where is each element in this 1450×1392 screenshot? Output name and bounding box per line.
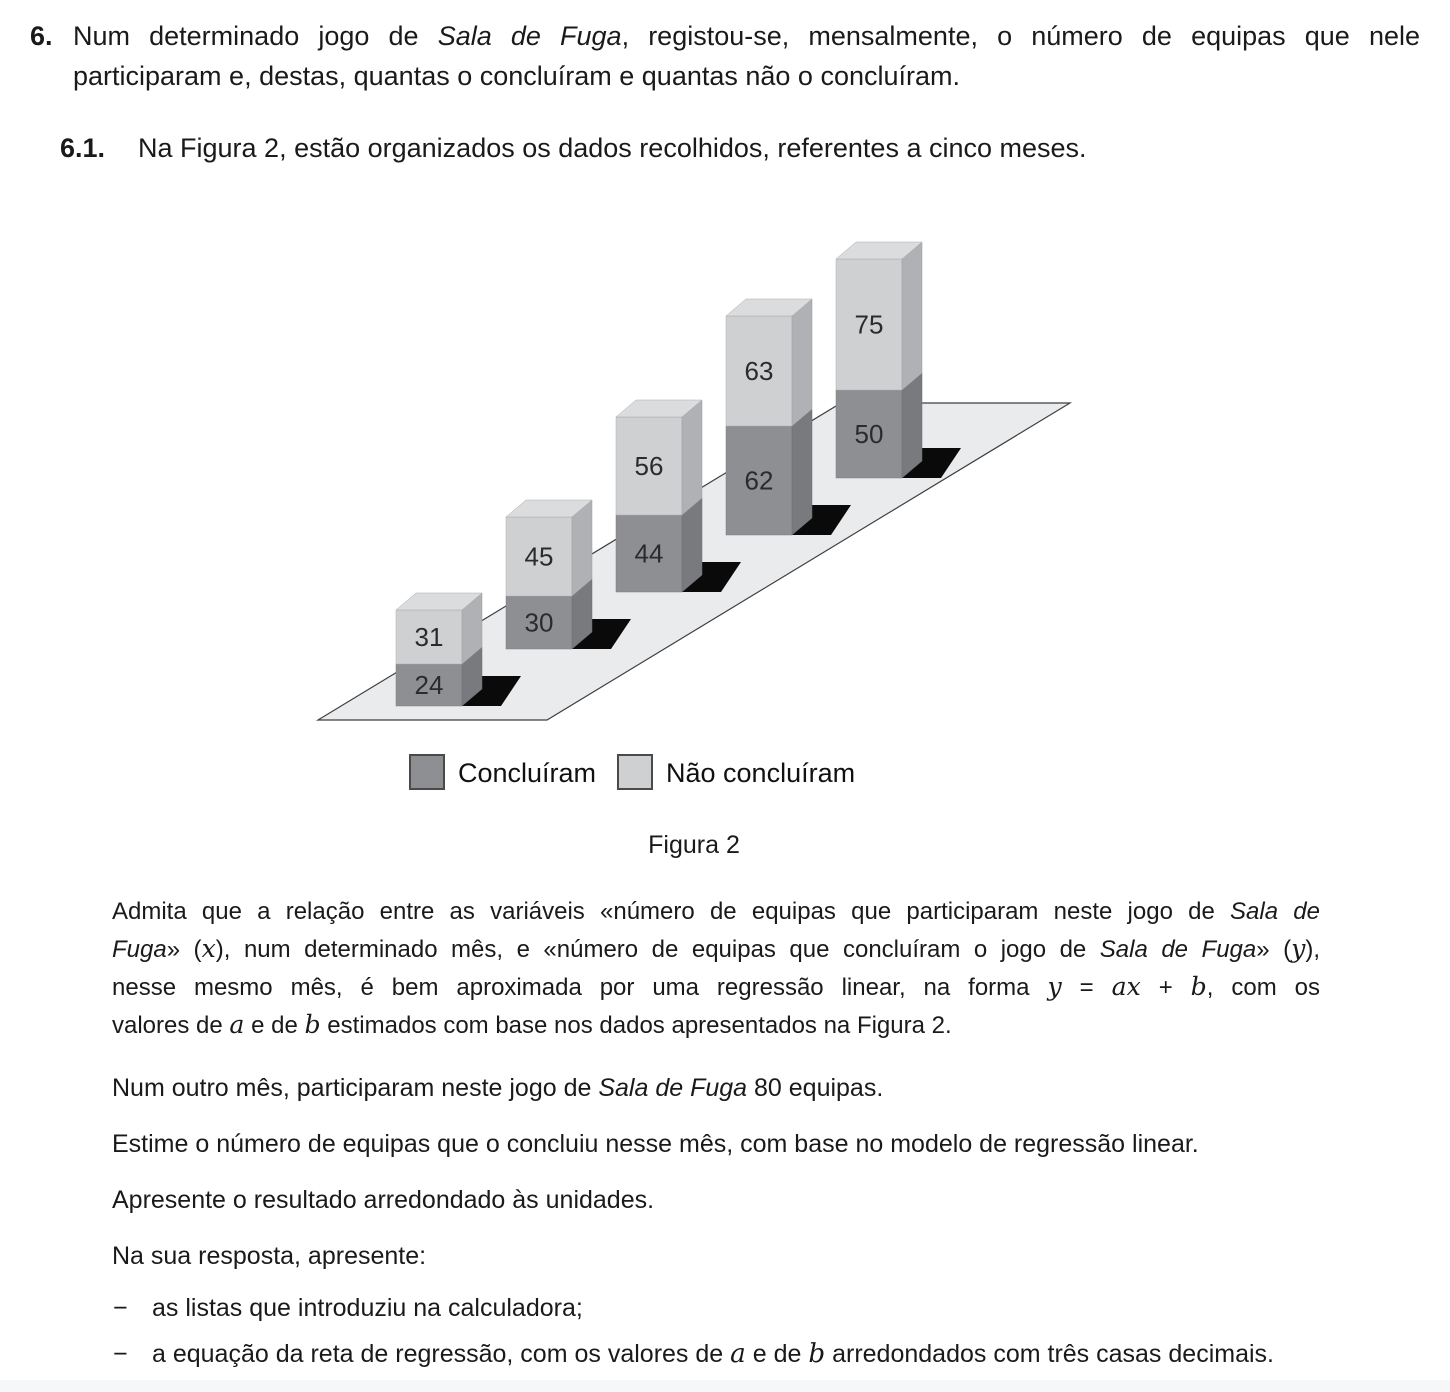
- text-line: Num determinado jogo de Sala de Fuga, registou-se, mensalmente, o número de equipas que nele: [73, 21, 1420, 51]
- text-line: Na sua resposta, apresente:: [112, 1242, 427, 1270]
- text-line: participaram e, destas, quantas o concluíram e quantas não o concluíram.: [73, 61, 960, 91]
- question-6-1-text: Na Figura 2, estão organizados os dados recolhidos, referentes a cinco meses.: [138, 133, 1087, 163]
- legend-label-nao-concluiram: Não concluíram: [666, 758, 856, 788]
- text-line: Num outro mês, participaram neste jogo de Sala de Fuga 80 equipas.: [112, 1074, 884, 1102]
- text-line: nesse mesmo mês, é bem aproximada por uma regressão linear, na forma y = ax + b, com os: [112, 972, 1321, 1001]
- paragraph-answer-requirements: [112, 1238, 1322, 1275]
- legend-label-concluiram: Concluíram: [458, 758, 597, 788]
- bar-label-concluiram-3: 44: [634, 538, 664, 569]
- bar-label-concluiram-1: 24: [414, 670, 444, 700]
- figure-2-chart: [0, 230, 1450, 810]
- bar-label-concluiram-4: 62: [744, 465, 774, 496]
- bar-label-nao-concluiram-4: 63: [744, 356, 774, 386]
- bar-label-concluiram-5: 50: [854, 419, 884, 449]
- text-line: Fuga» (x), num determinado mês, e «número de equipas que concluíram o jogo de Sala de Fuga» (y),: [112, 934, 1321, 963]
- bullet-dash: −: [113, 1294, 128, 1322]
- bar-label-nao-concluiram-1: 31: [414, 622, 444, 652]
- question-6-number: 6.: [30, 21, 53, 51]
- text-line: as listas que introduziu na calculadora;: [152, 1294, 583, 1322]
- bar-segment-concluiram-side-4: [792, 409, 812, 535]
- paragraph-estimate: [112, 1126, 1322, 1163]
- figure-caption: Figura 2: [648, 831, 740, 859]
- bar-segment-concluiram-side-5: [902, 373, 922, 478]
- bar-label-nao-concluiram-2: 45: [524, 541, 554, 572]
- bar-segment-nao-concluiram-side-5: [902, 242, 922, 390]
- paragraph-other-month: [112, 1070, 1322, 1107]
- page-bottom-strip: [0, 1380, 1450, 1392]
- bar-segment-nao-concluiram-side-3: [682, 400, 702, 515]
- bar-label-nao-concluiram-5: 75: [854, 309, 884, 340]
- bar-label-concluiram-2: 30: [524, 607, 554, 638]
- question-6-1-number: 6.1.: [60, 133, 106, 163]
- bar-segment-nao-concluiram-side-4: [792, 299, 812, 426]
- bullet-dash: −: [113, 1340, 128, 1368]
- legend-swatch-nao-concluiram: [618, 755, 652, 789]
- text-line: Apresente o resultado arredondado às unidades.: [112, 1186, 655, 1214]
- text-line: valores de a e de b estimados com base nos dados apresentados na Figura 2.: [112, 1010, 952, 1039]
- paragraph-regression-intro: [112, 893, 1320, 1044]
- text-line: a equação da reta de regressão, com os valores de a e de b arredondados com três casas decimais.: [152, 1339, 1274, 1369]
- paragraph-round-result: [112, 1182, 1322, 1219]
- legend-swatch-concluiram: [410, 755, 444, 789]
- bar-label-nao-concluiram-3: 56: [634, 451, 664, 481]
- text-line: Estime o número de equipas que o concluiu nesse mês, com base no modelo de regressão linear.: [112, 1130, 1199, 1158]
- text-line: Admita que a relação entre as variáveis «número de equipas que participaram neste jogo de Sala de: [112, 898, 1320, 925]
- bullet-lists-calculator: [113, 1290, 1413, 1327]
- bullet-regression-equation: [113, 1336, 1433, 1373]
- question-6-text: [73, 16, 1420, 96]
